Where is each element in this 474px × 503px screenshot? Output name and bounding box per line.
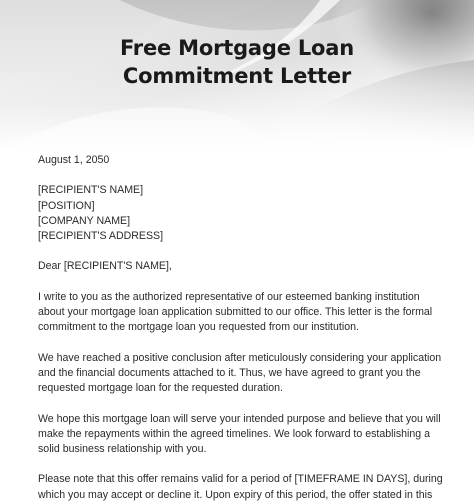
letter-body [38,153,458,503]
recipient-name: [RECIPIENT'S NAME] [38,184,144,197]
title-line-1: Free Mortgage Loan [120,36,354,60]
paragraph-line: Please note that this offer remains valid for a period of [TIMEFRAME IN DAYS], during [38,473,443,486]
paragraph-3 [38,412,458,458]
recipient-company: [COMPANY NAME] [38,214,131,227]
paragraph-line: I write to you as the authorized representative of our esteemed banking institution [38,290,420,303]
paragraph-line: requested mortgage loan for the requested duration. [38,382,283,395]
paragraph-line: make the repayments within the agreed timelines. We look forward to establishing a [38,427,430,440]
paragraph-line: which you may accept or decline it. Upon expiry of this period, the offer stated in this [38,488,433,501]
paragraph-line: commitment to the mortgage loan you requested from our institution. [38,321,359,334]
salutation: Dear [RECIPIENT'S NAME], [38,260,172,273]
paragraph-line: solid business relationship with you. [38,443,207,456]
paragraph-line: about your mortgage loan application submitted to our office. This letter is the formal [38,306,433,319]
paragraph-4 [38,472,458,503]
recipient-position: [POSITION] [38,199,95,212]
paragraph-line: and the financial documents attached to it. Thus, we have agreed to grant you the [38,366,421,379]
recipient-address: [RECIPIENT'S ADDRESS] [38,230,164,243]
paragraph-1 [38,290,458,336]
paragraph-line: We hope this mortgage loan will serve your intended purpose and believe that you will [38,412,441,425]
paragraph-line: We have reached a positive conclusion after meticulously considering your application [38,351,442,364]
document-title [0,34,474,90]
paragraph-2 [38,351,458,397]
letter-date: August 1, 2050 [38,154,110,166]
title-line-2: Commitment Letter [122,64,352,88]
